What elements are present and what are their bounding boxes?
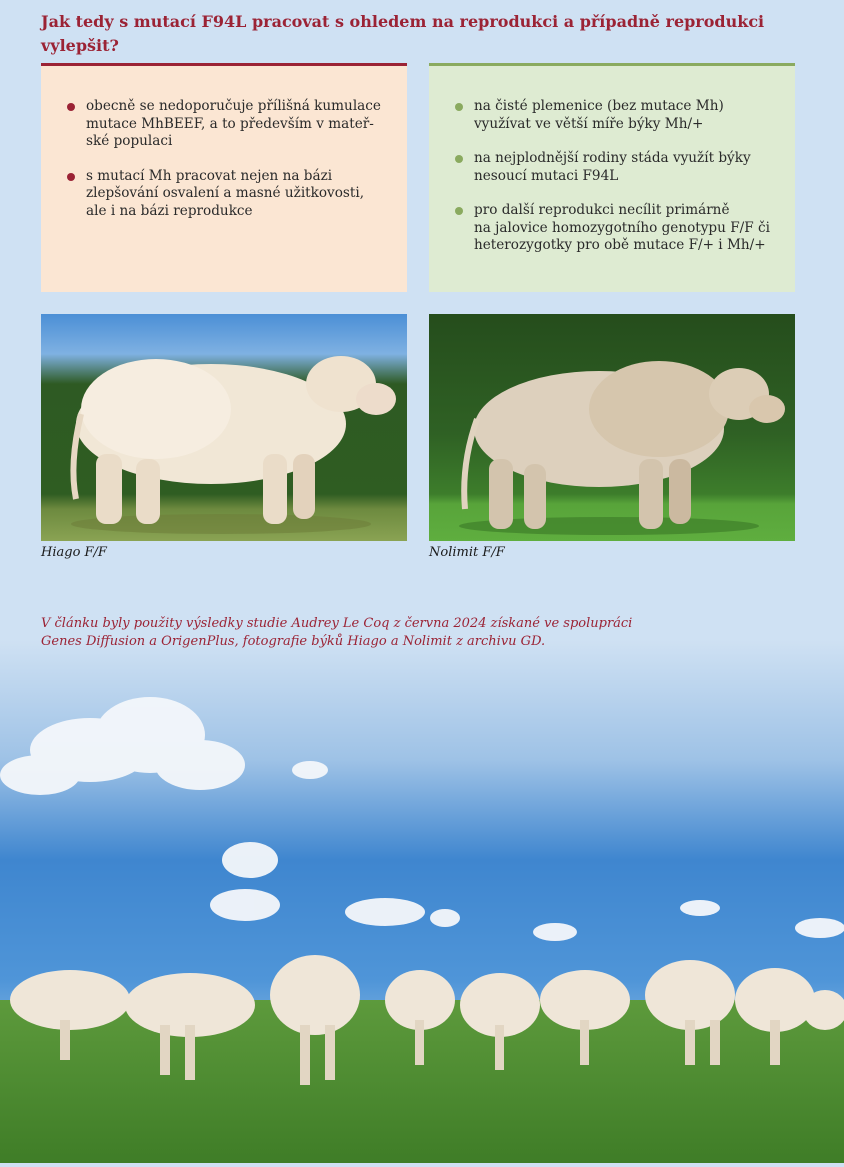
list-item-line: na jalovice homozygotního genotypu F/F či <box>474 219 770 236</box>
bullet-dot-icon <box>455 103 463 111</box>
list-item-line: s mutací Mh pracovat nejen na bázi <box>86 167 333 184</box>
list-item <box>67 98 383 151</box>
herd-pasture-photo <box>0 660 844 1163</box>
photo-credit-note <box>41 615 741 651</box>
list-item-line: na nejplodnější rodiny stáda využít býky <box>474 150 751 166</box>
left-recommendation-box <box>41 63 407 292</box>
bullet-dot-icon <box>67 103 75 111</box>
list-item-line: heterozygotky pro obě mutace F/+ i Mh/+ <box>474 237 766 253</box>
right-bullet-list <box>455 98 771 255</box>
left-bullet-list <box>67 98 383 220</box>
list-item <box>455 150 771 185</box>
photo-caption-hiago: Hiago F/F <box>41 545 107 560</box>
list-item <box>67 168 383 221</box>
herd-illustration-icon <box>0 660 844 1163</box>
list-item-line: ale i na bázi reprodukce <box>86 202 253 219</box>
list-item-line: nesoucí mutaci F94L <box>474 167 619 184</box>
list-item <box>455 98 771 133</box>
list-item-line: využívat ve větší míře býky Mh/+ <box>474 115 704 132</box>
page-heading: Jak tedy s mutací F94L pracovat s ohledem na reprodukci a případně reprodukci vylepšit? <box>41 12 765 55</box>
bull-illustration-icon <box>41 314 407 541</box>
credit-line: Genes Diffusion a OrigenPlus, fotografie býků Hiago a Nolimit z archivu GD. <box>41 634 546 649</box>
list-item-line: na čisté plemenice (bez mutace Mh) <box>474 98 724 114</box>
list-item-line: zlepšování osvalení a masné užitkovosti, <box>86 185 365 201</box>
list-item-line: mutace MhBEEF, a to především v mateř- <box>86 115 374 132</box>
bull-photo-hiago <box>41 314 407 541</box>
bull-photo-nolimit <box>429 314 795 541</box>
bullet-dot-icon <box>455 155 463 163</box>
list-item <box>455 202 771 255</box>
list-item-line: obecně se nedoporučuje přílišná kumulace <box>86 98 381 114</box>
photo-caption-nolimit: Nolimit F/F <box>429 545 505 560</box>
bullet-dot-icon <box>455 207 463 215</box>
list-item-line: pro další reprodukci necílit primárně <box>474 202 730 218</box>
credit-line: V článku byly použity výsledky studie Audrey Le Coq z června 2024 získané ve spolupráci <box>41 616 633 631</box>
list-item-line: ské populaci <box>86 133 173 149</box>
bull-illustration-icon <box>429 314 795 541</box>
bullet-dot-icon <box>67 173 75 181</box>
right-recommendation-box <box>429 63 795 292</box>
